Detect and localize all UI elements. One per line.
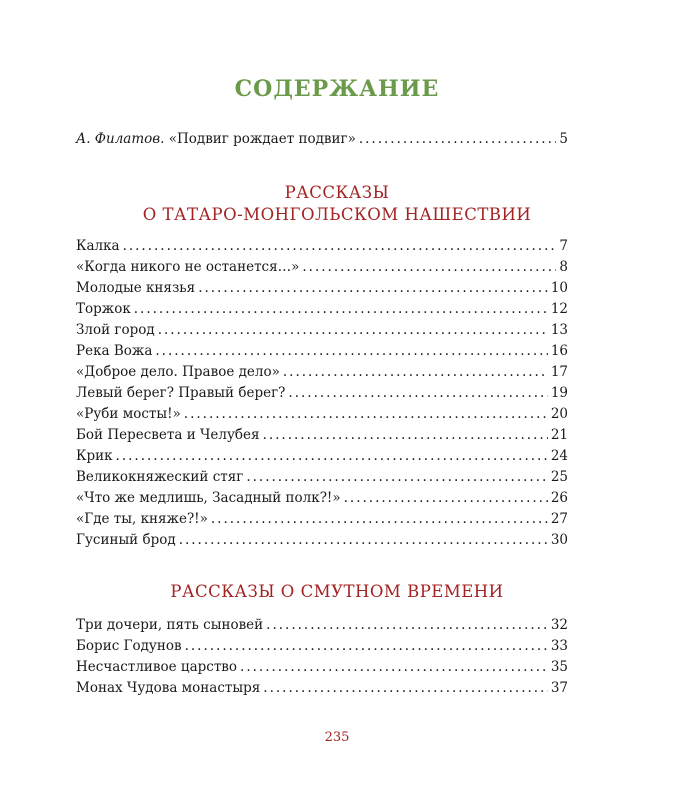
dot-leader — [123, 237, 557, 255]
dot-leader — [134, 300, 548, 318]
toc-entry-title: «Когда никого не останется…» — [76, 259, 300, 275]
dot-leader — [263, 679, 548, 697]
toc-page-number: 20 — [550, 406, 568, 422]
dot-leader — [240, 658, 548, 676]
toc-entry-title: Река Вожа — [76, 343, 153, 359]
toc-entry-title: Несчастливое царство — [76, 659, 238, 675]
toc-entry — [76, 237, 568, 255]
toc-page-number: 19 — [550, 385, 568, 401]
toc-entry-title: «Руби мосты!» — [76, 406, 181, 422]
toc-author: А. Филатов. — [76, 131, 165, 147]
dot-leader — [155, 342, 547, 360]
toc-entry — [76, 279, 568, 297]
dot-leader — [283, 363, 548, 381]
toc-entry — [76, 447, 568, 465]
toc-entry — [76, 363, 568, 381]
toc-entry-title: Торжок — [76, 301, 131, 317]
toc-page-number: 10 — [550, 280, 568, 296]
toc-entry-title: «Что же медлишь, Засадный полк?!» — [76, 490, 341, 506]
toc-entry — [76, 616, 568, 634]
toc-entry-title: «Подвиг рождает подвиг» — [168, 131, 356, 147]
toc-entry — [76, 258, 568, 276]
toc-page-number: 24 — [550, 448, 568, 464]
toc-page-number: 17 — [550, 364, 568, 380]
toc-entry-title: «Доброе дело. Правое дело» — [76, 364, 280, 380]
toc-entry-title: Молодые князья — [76, 280, 196, 296]
dot-leader — [344, 489, 548, 507]
toc-page-number: 25 — [550, 469, 568, 485]
toc-entry — [76, 531, 568, 549]
toc-entry — [76, 679, 568, 697]
dot-leader — [116, 447, 548, 465]
dot-leader — [198, 279, 548, 297]
toc-entry — [76, 510, 568, 528]
toc-entry-intro — [76, 130, 568, 148]
toc-entry-title: Три дочери, пять сыновей — [76, 617, 264, 633]
toc-page-number: 12 — [550, 301, 568, 317]
dot-leader — [246, 468, 547, 486]
toc-page-number: 16 — [550, 343, 568, 359]
toc-page-number: 32 — [550, 617, 568, 633]
section-heading-line-2: О ТАТАРО-МОНГОЛЬСКОМ НАШЕСТВИИ — [142, 205, 532, 224]
toc-entry — [76, 342, 568, 360]
toc-page-number: 8 — [559, 259, 568, 275]
page-number: 235 — [324, 730, 350, 745]
toc-entry — [76, 405, 568, 423]
toc-page-number: 27 — [550, 511, 568, 527]
toc-entry — [76, 426, 568, 444]
toc-entry-title: Монах Чудова монастыря — [76, 680, 261, 696]
dot-leader — [359, 130, 557, 148]
dot-leader — [266, 616, 548, 634]
toc-entry — [76, 300, 568, 318]
toc-page-number: 21 — [550, 427, 568, 443]
dot-leader — [211, 510, 548, 528]
toc-entry-title: Калка — [76, 238, 120, 254]
dot-leader — [184, 405, 548, 423]
dot-leader — [179, 531, 548, 549]
toc-entry — [76, 637, 568, 655]
dot-leader — [288, 384, 547, 402]
toc-page-number: 35 — [550, 659, 568, 675]
toc-entry-title: Борис Годунов — [76, 638, 182, 654]
toc-page-number: 7 — [559, 238, 568, 254]
toc-entry-title: «Где ты, княже?!» — [76, 511, 208, 527]
section-heading-line-1: РАССКАЗЫ — [284, 183, 390, 202]
toc-entry-title: Злой город — [76, 322, 155, 338]
toc-entry-title: Великокняжеский стяг — [76, 469, 244, 485]
dot-leader — [302, 258, 556, 276]
toc-page-number: 5 — [559, 131, 568, 147]
dot-leader — [263, 426, 548, 444]
toc-page-number: 26 — [550, 490, 568, 506]
section-heading: РАССКАЗЫ О СМУТНОМ ВРЕМЕНИ — [170, 582, 504, 601]
toc-entry-title: Крик — [76, 448, 113, 464]
dot-leader — [185, 637, 548, 655]
toc-page-number: 33 — [550, 638, 568, 654]
toc-entry — [76, 658, 568, 676]
toc-page-number: 13 — [550, 322, 568, 338]
toc-entry — [76, 321, 568, 339]
toc-page-number: 37 — [550, 680, 568, 696]
dot-leader — [158, 321, 548, 339]
toc-entry-title: Бой Пересвета и Челубея — [76, 427, 260, 443]
page-title: СОДЕРЖАНИЕ — [234, 76, 440, 102]
toc-entry — [76, 489, 568, 507]
toc-page-number: 30 — [550, 532, 568, 548]
toc-entry-title: Гусиный брод — [76, 532, 176, 548]
toc-entry — [76, 468, 568, 486]
toc-entry — [76, 384, 568, 402]
toc-entry-title: Левый берег? Правый берег? — [76, 385, 286, 401]
